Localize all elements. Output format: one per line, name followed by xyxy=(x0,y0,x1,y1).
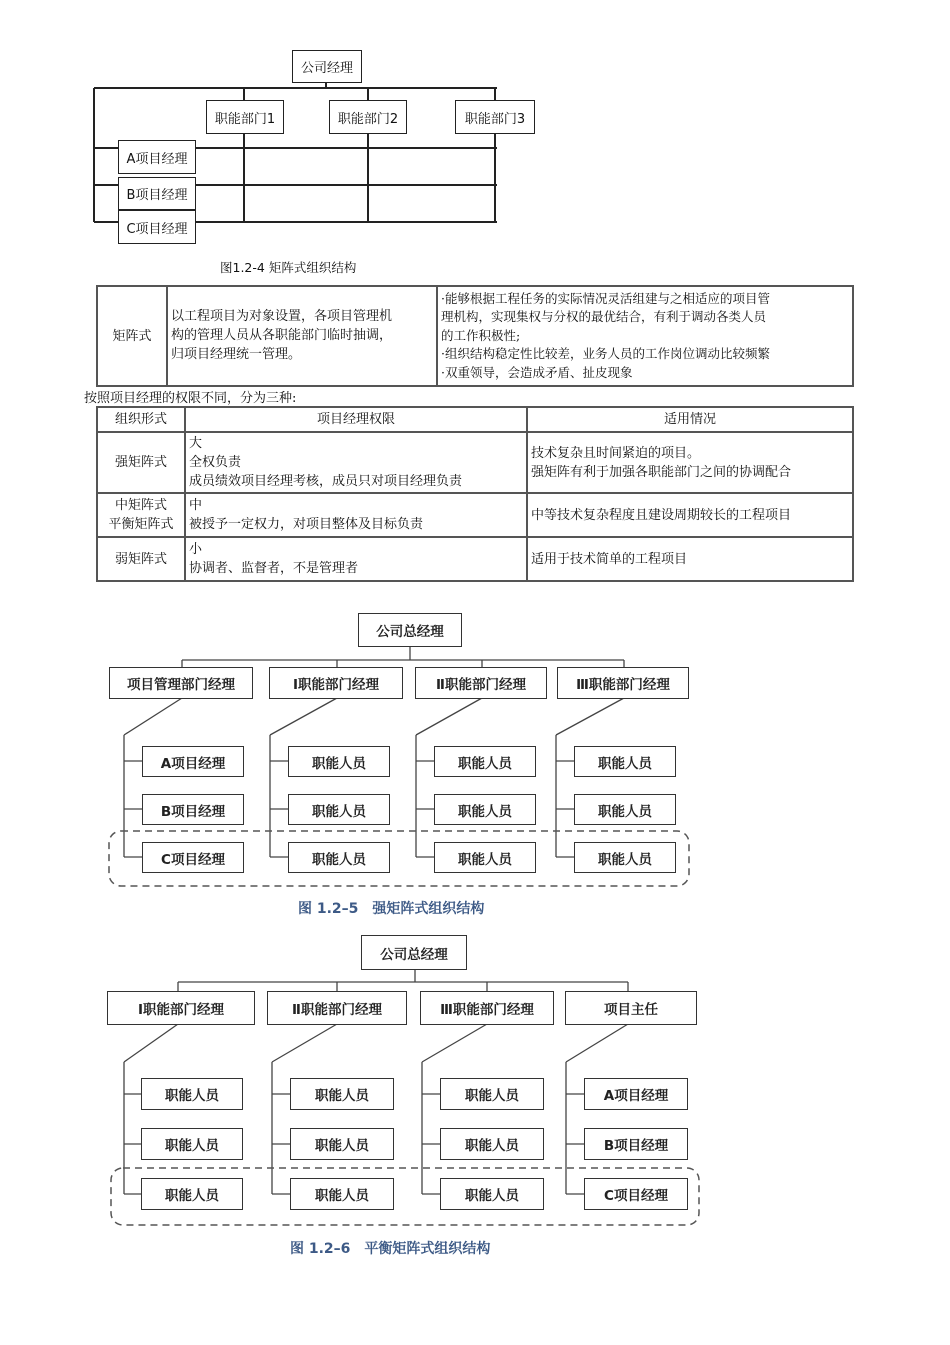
desc-line: 归项目经理统一管理。 xyxy=(171,347,302,362)
desc-line: 以工程项目为对象设置，各项目管理机 xyxy=(171,309,393,324)
auth-line: 大 xyxy=(189,436,203,451)
fig6-top-label: 公司总经理 xyxy=(380,946,448,963)
feature-line: 理机构，实现集权与分权的最优结合，有利于调动各类人员 xyxy=(441,309,767,325)
header-applicable: 适用情况 xyxy=(527,407,853,432)
pm-c-label: C项目经理 xyxy=(126,221,188,237)
fig6-pm-c xyxy=(584,1178,688,1210)
staff-label: 职能人员 xyxy=(598,803,652,820)
auth-line: 中 xyxy=(189,498,203,513)
pm-a-label: A项目经理 xyxy=(126,151,188,167)
fig6-head-3 xyxy=(420,991,554,1025)
company-manager-label: 公司经理 xyxy=(300,61,353,76)
staff-label: 职能人员 xyxy=(315,1138,369,1154)
fig5-pm-label: A项目经理 xyxy=(160,755,226,772)
use-line: 强矩阵有利于加强各职能部门之间的协调配合 xyxy=(531,464,792,480)
row-applicable: 中等技术复杂程度且建设周期较长的工程项目 xyxy=(527,493,853,537)
staff-label: 职能人员 xyxy=(315,1088,369,1104)
fig6-caption: 图 1.2–6 平衡矩阵式组织结构 xyxy=(290,1241,491,1257)
fig6-pm-label: B项目经理 xyxy=(603,1138,669,1154)
staff-label: 职能人员 xyxy=(465,1138,519,1154)
staff-label: 职能人员 xyxy=(312,851,366,868)
fig5-pm-label: C项目经理 xyxy=(161,851,225,868)
fig6-staff xyxy=(141,1078,243,1110)
fig6-staff xyxy=(290,1078,394,1110)
fig6-head-label: Ⅱ职能部门经理 xyxy=(292,1002,382,1018)
staff-label: 职能人员 xyxy=(458,755,512,772)
fig6-staff xyxy=(440,1128,544,1160)
fig5-caption: 图 1.2–5 强矩阵式组织结构 xyxy=(298,901,485,917)
staff-label: 职能人员 xyxy=(458,803,512,820)
fig6-pm-b xyxy=(584,1128,688,1160)
fig6-staff xyxy=(141,1178,243,1210)
fig6-staff xyxy=(440,1078,544,1110)
fig5-head-label: Ⅰ职能部门经理 xyxy=(292,677,380,693)
fig6-staff xyxy=(141,1128,243,1160)
fig5-top-label: 公司总经理 xyxy=(376,624,444,640)
fig6-head-label: Ⅰ职能部门经理 xyxy=(137,1002,225,1018)
fig6-head-4 xyxy=(565,991,697,1025)
fig4-caption: 图1.2-4 矩阵式组织结构 xyxy=(220,260,357,275)
fig6-head-label: Ⅲ职能部门经理 xyxy=(440,1002,534,1018)
staff-label: 职能人员 xyxy=(598,755,652,772)
staff-label: 职能人员 xyxy=(312,755,366,772)
fig6-staff xyxy=(440,1178,544,1210)
dept-2-label: 职能部门2 xyxy=(337,111,399,127)
staff-label: 职能人员 xyxy=(458,851,512,868)
fig6-head-1 xyxy=(107,991,255,1025)
fig6-pm-a xyxy=(584,1078,688,1110)
auth-line: 成员绩效项目经理考核，成员只对项目经理负责 xyxy=(189,474,463,489)
dept-3-label: 职能部门3 xyxy=(464,111,526,127)
header-form: 组织形式 xyxy=(97,407,185,432)
fig6-pm-label: A项目经理 xyxy=(603,1088,669,1104)
row-form: 强矩阵式 xyxy=(97,432,185,493)
auth-line: 小 xyxy=(189,542,203,557)
staff-label: 职能人员 xyxy=(165,1088,219,1104)
fig6-pm-label: C项目经理 xyxy=(604,1188,668,1204)
fig5-pm-label: B项目经理 xyxy=(160,803,226,820)
staff-label: 职能人员 xyxy=(165,1188,219,1204)
feature-line: ·能够根据工程任务的实际情况灵活组建与之相适应的项目管 xyxy=(441,290,770,306)
row-applicable: 适用于技术简单的工程项目 xyxy=(527,537,853,581)
form-line: 中矩阵式 xyxy=(114,498,167,513)
fig6-head-2 xyxy=(267,991,407,1025)
staff-label: 职能人员 xyxy=(315,1188,369,1204)
fig6-staff xyxy=(290,1178,394,1210)
feature-line: 的工作积极性; xyxy=(441,327,521,343)
staff-label: 职能人员 xyxy=(598,851,652,868)
fig5-head-label: 项目管理部门经理 xyxy=(127,677,235,693)
form-line: 平衡矩阵式 xyxy=(108,517,174,532)
staff-label: 职能人员 xyxy=(312,803,366,820)
desc-line: 构的管理人员从各职能部门临时抽调， xyxy=(171,328,393,343)
fig6-staff xyxy=(290,1128,394,1160)
fig5-head-label: Ⅲ职能部门经理 xyxy=(576,677,670,693)
staff-label: 职能人员 xyxy=(465,1188,519,1204)
fig6-top-box xyxy=(361,935,467,970)
auth-line: 全权负责 xyxy=(189,455,242,470)
table1-type-cell: 矩阵式 xyxy=(97,286,167,386)
fig6-head-label: 项目主任 xyxy=(604,1002,658,1018)
auth-line: 协调者、监督者，不是管理者 xyxy=(189,561,359,576)
dept-1-label: 职能部门1 xyxy=(214,111,276,127)
use-line: 技术复杂且时间紧迫的项目。 xyxy=(531,445,701,461)
staff-label: 职能人员 xyxy=(165,1138,219,1154)
header-authority: 项目经理权限 xyxy=(185,407,527,432)
auth-line: 被授予一定权力，对项目整体及目标负责 xyxy=(189,517,424,532)
feature-line: ·组织结构稳定性比较差，业务人员的工作岗位调动比较频繁 xyxy=(441,346,770,362)
pm-b-label: B项目经理 xyxy=(126,188,188,203)
fig5-head-label: Ⅱ职能部门经理 xyxy=(436,677,526,693)
staff-label: 职能人员 xyxy=(465,1088,519,1104)
row-form: 弱矩阵式 xyxy=(97,537,185,581)
feature-line: ·双重领导，会造成矛盾、扯皮现象 xyxy=(441,364,633,380)
intro-text: 按照项目经理的权限不同，分为三种: xyxy=(84,391,297,406)
